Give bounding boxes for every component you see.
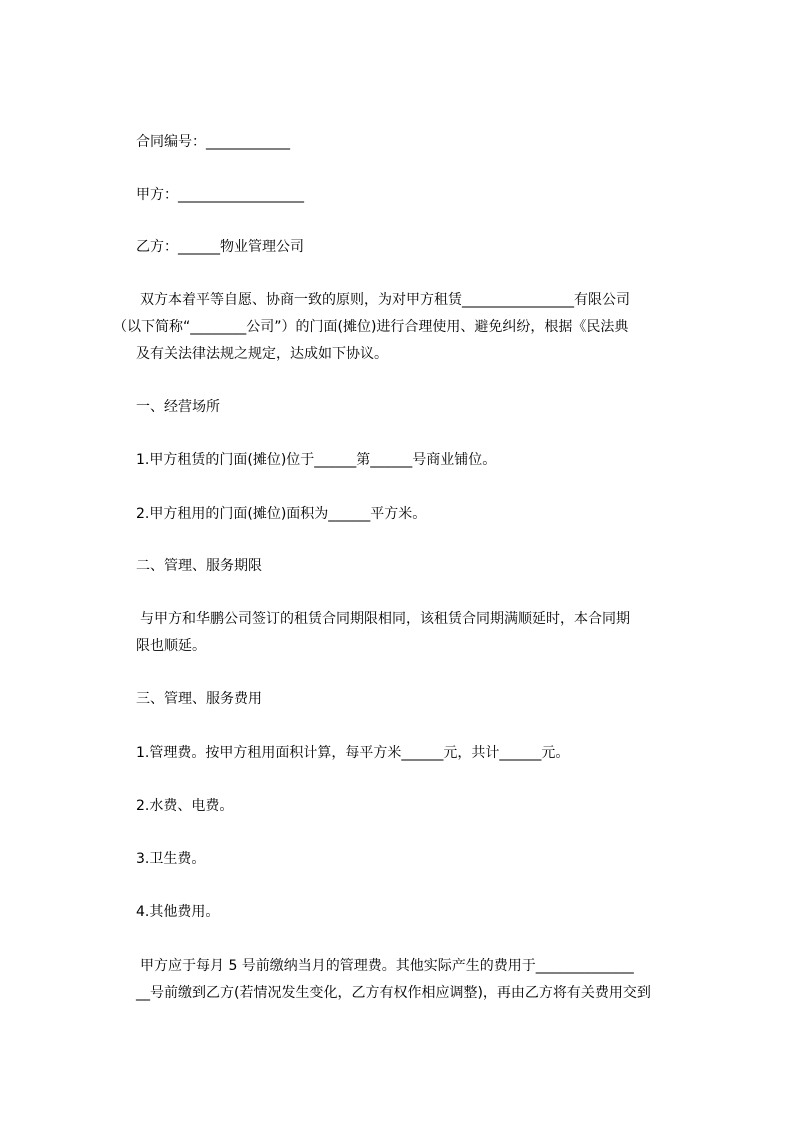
section-2-line-1: 与甲方和华鹏公司签订的租赁合同期限相同，该租赁合同期满顺延时，本合同期 [140,611,630,627]
section-2-heading: 二、管理、服务期限 [136,558,262,574]
payment-line-1: 甲方应于每月 5 号前缴纳当月的管理费。其他实际产生的费用于______________ [140,958,634,974]
section-3-item-2: 2.水费、电费。 [136,798,234,814]
intro-line-2: （以下简称“________公司”）的门面(摊位)进行合理使用、避免纠纷，根据《民法典 [113,319,629,335]
section-1-item-2: 2.甲方租用的门面(摊位)面积为______平方米。 [136,506,427,522]
section-3-item-4: 4.其他费用。 [136,904,220,920]
contract-number: 合同编号：____________ [136,134,290,150]
section-3-heading: 三、管理、服务费用 [136,691,262,707]
section-2-line-2: 限也顺延。 [136,638,206,654]
party-a: 甲方：__________________ [136,187,304,203]
intro-line-3: 及有关法律法规之规定，达成如下协议。 [136,346,388,362]
section-3-item-1: 1.管理费。按甲方租用面积计算，每平方米______元，共计______元。 [136,745,570,761]
section-1-heading: 一、经营场所 [136,399,220,415]
payment-line-2: __号前缴到乙方(若情况发生变化，乙方有权作相应调整)，再由乙方将有关费用交到 [136,985,651,1001]
section-1-item-1: 1.甲方租赁的门面(摊位)位于______第______号商业铺位。 [136,452,497,468]
intro-line-1: 双方本着平等自愿、协商一致的原则，为对甲方租赁________________有限公司 [140,292,630,308]
party-b: 乙方：______物业管理公司 [136,239,304,255]
section-3-item-3: 3.卫生费。 [136,851,206,867]
